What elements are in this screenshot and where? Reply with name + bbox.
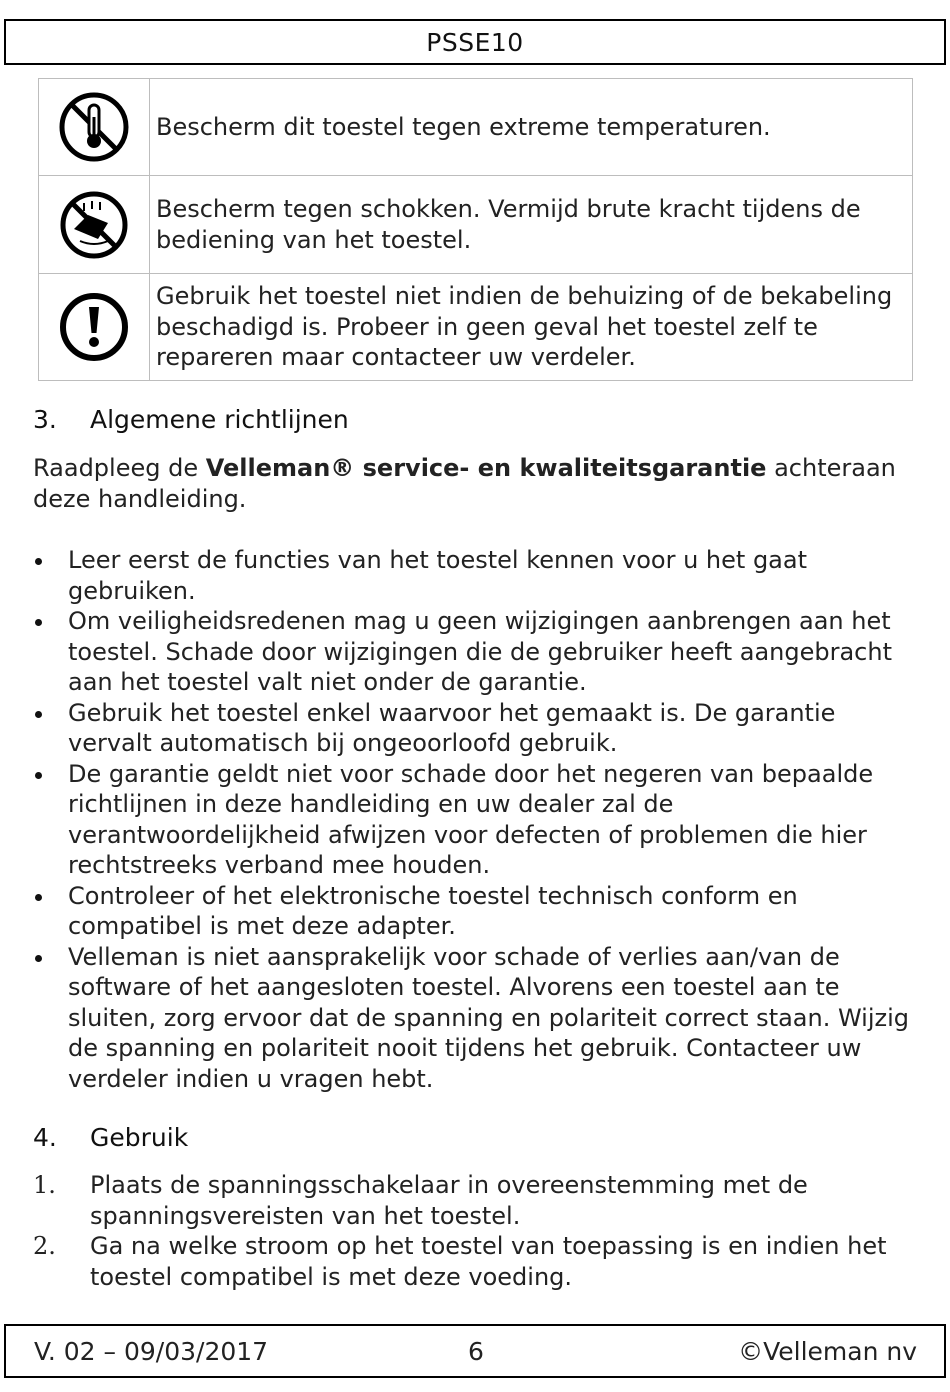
page-footer	[4, 1324, 946, 1378]
list-item: Gebruik het toestel enkel waarvoor het gemaakt is. De garantie vervalt automatisch bij ongeoorloofd gebruik.	[33, 698, 918, 759]
guidelines-list	[33, 545, 918, 1094]
bullet-icon	[35, 711, 42, 718]
bullet-icon	[35, 955, 42, 962]
bullet-icon	[35, 619, 42, 626]
bullet-icon	[35, 894, 42, 901]
step-number: 2.	[33, 1232, 56, 1260]
section-title: Gebruik	[90, 1123, 189, 1152]
safety-text: Gebruik het toestel niet indien de behuizing of de bekabeling beschadigd is. Probeer in geen geval het toestel zelf te repareren maar contacteer uw verdeler.	[150, 274, 913, 381]
list-item: Leer eerst de functies van het toestel kennen voor u het gaat gebruiken.	[33, 545, 918, 606]
list-item: Om veiligheidsredenen mag u geen wijzigingen aanbrengen aan het toestel. Schade door wijzigingen die de gebruiker heeft aangebracht aan het toestel valt niet onder de garantie.	[33, 606, 918, 698]
table-row	[39, 176, 913, 274]
bullet-icon	[35, 558, 42, 565]
safety-symbols-table	[38, 78, 913, 381]
section-number: 4.	[33, 1123, 57, 1152]
section-number: 3.	[33, 405, 57, 434]
section-heading	[33, 405, 349, 434]
table-row	[39, 79, 913, 176]
step-number: 1.	[33, 1171, 56, 1199]
table-row	[39, 274, 913, 381]
list-item: De garantie geldt niet voor schade door het negeren van bepaalde richtlijnen in deze handleiding en uw dealer zal de verantwoordelijkheid afwijzen voor defecten of problemen die hier rechtstreeks verband mee houden.	[33, 759, 918, 881]
page-number: 6	[468, 1337, 484, 1366]
no-extreme-temperature-icon	[58, 91, 130, 163]
document-title: PSSE10	[426, 27, 524, 57]
warranty-reference: Velleman® service- en kwaliteitsgarantie	[205, 454, 767, 482]
warning-exclamation-icon	[58, 291, 130, 363]
list-item: Velleman is niet aansprakelijk voor schade of verlies aan/van de software of het aangesloten toestel. Alvorens een toestel aan te sluiten, zorg ervoor dat de spanning en polariteit correct staan. Wijzig de spanning en polariteit nooit tijdens het gebruik. Contacteer uw verdeler indien u vragen hebt.	[33, 942, 918, 1095]
section-title: Algemene richtlijnen	[90, 405, 349, 434]
safety-text: Bescherm dit toestel tegen extreme temperaturen.	[150, 79, 913, 176]
list-item: Controleer of het elektronische toestel technisch conform en compatibel is met deze adapter.	[33, 881, 918, 942]
intro-text: Raadpleeg de	[33, 454, 206, 482]
version-date: V. 02 – 09/03/2017	[34, 1337, 269, 1366]
intro-paragraph	[33, 453, 913, 514]
page-header	[4, 19, 946, 65]
bullet-icon	[35, 772, 42, 779]
list-item: 2. Ga na welke stroom op het toestel van toepassing is en indien het toestel compatibel is met deze voeding.	[33, 1232, 887, 1291]
copyright: ©Velleman nv	[738, 1337, 917, 1366]
intro-text: achteraan deze handleiding.	[33, 454, 896, 513]
list-item: 1. Plaats de spanningsschakelaar in overeenstemming met de spanningsvereisten van het toestel.	[33, 1171, 808, 1230]
safety-text: Bescherm tegen schokken. Vermijd brute kracht tijdens de bediening van het toestel.	[150, 176, 913, 274]
section-heading	[33, 1123, 188, 1152]
no-shock-icon	[58, 189, 130, 261]
usage-steps-list	[33, 1170, 918, 1292]
